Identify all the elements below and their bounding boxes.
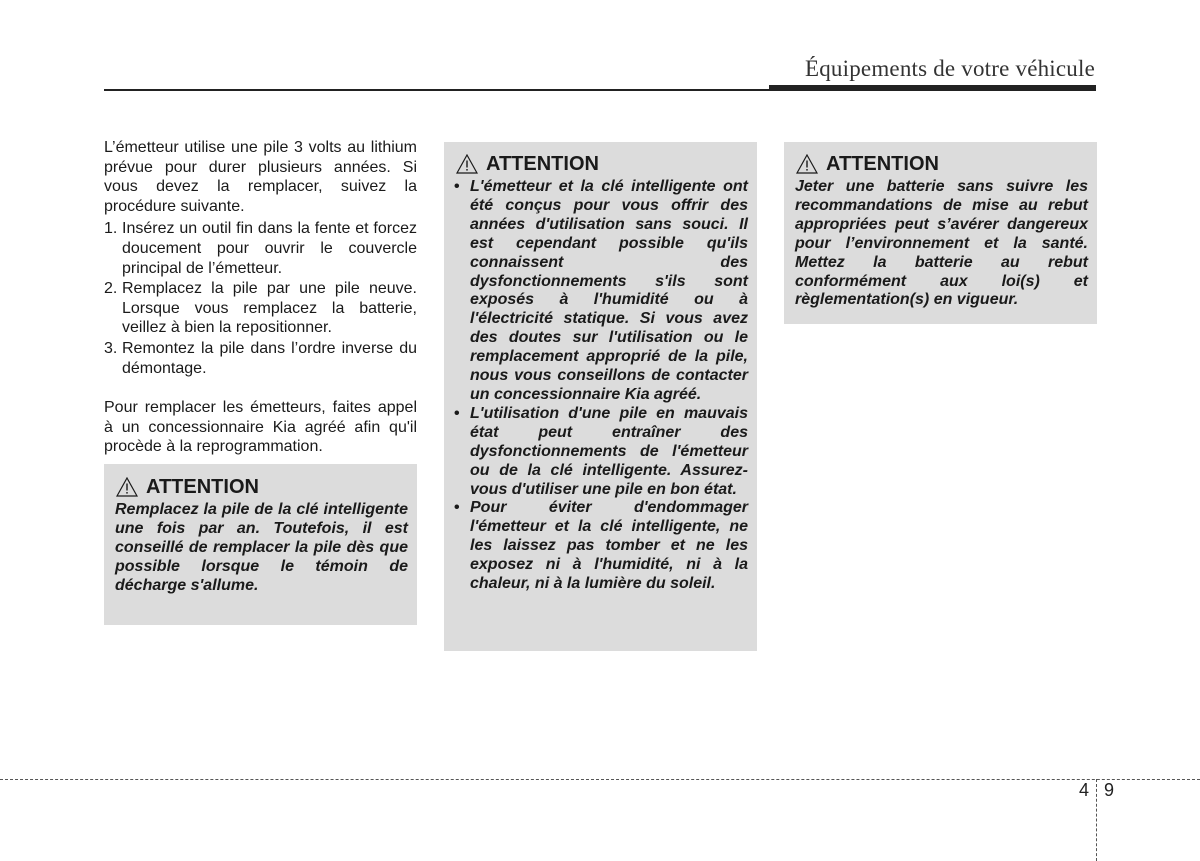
- attention-box-care: [444, 142, 757, 651]
- step-number: 1.: [104, 220, 118, 238]
- footer-dashed-rule: [0, 779, 1200, 780]
- bullet-dot: •: [454, 178, 460, 195]
- warning-triangle-icon: [116, 477, 138, 497]
- bullet-text: L'émetteur et la clé intelligente ont été conçus pour vous offrir des années d'utilisation sans souci. Il est cependant possible qu'ils connaissent des dysfonctionnements s'ils sont exposés à l'humidité ou à l'électricité statique. Si vous avez des doutes sur l'utilisation ou le remplacement approprié de la pile, nous vous conseillons de contacter un concessionnaire Kia agréé.: [470, 178, 748, 403]
- reprogramming-paragraph: Pour remplacer les émetteurs, faites appel à un concessionnaire Kia agréé afin qu'il procède à la reprogrammation.: [104, 399, 417, 456]
- attention-heading: [114, 475, 408, 499]
- column-instructions: [104, 138, 417, 457]
- attention-bullet-item: [454, 178, 748, 405]
- step-item: [104, 339, 417, 378]
- bullet-text: Pour éviter d'endommager l'émetteur et la clé intelligente, ne les laissez pas tomber et ne les exposez ni à l'humidité, ni à la chaleur, ni à la lumière du soleil.: [470, 499, 748, 593]
- warning-triangle-icon: [456, 154, 478, 174]
- attention-box-yearly-replacement: [104, 464, 417, 625]
- step-number: 3.: [104, 339, 118, 357]
- page-number: 9: [1104, 780, 1115, 800]
- attention-bullet-list: [454, 178, 748, 594]
- step-item: [104, 279, 417, 338]
- bullet-dot: •: [454, 499, 460, 517]
- bullet-text: L'utilisation d'une pile en mauvais état peut entraîner des dysfonctionnements de l'émetteur ou de la clé intelligente. Assurez-vous d'utiliser une pile en bon état.: [470, 404, 748, 498]
- battery-steps-list: [104, 219, 417, 378]
- page-header-title: Équipements de votre véhicule: [804, 56, 1095, 81]
- step-text: Insérez un outil fin dans la fente et forcez doucement pour ouvrir le couvercle principal de l’émetteur.: [122, 220, 417, 277]
- attention-heading: [794, 152, 1088, 176]
- attention-text: Remplacez la pile de la clé intelligente une fois par an. Toutefois, il est conseillé de remplacer la pile dès que possible lorsque le témoin de décharge s'allume.: [115, 501, 408, 594]
- step-text: Remontez la pile dans l’ordre inverse du démontage.: [122, 339, 417, 377]
- attention-bullet-item: [454, 405, 748, 500]
- footer-page-divider: [1096, 779, 1097, 861]
- attention-heading-text: ATTENTION: [146, 476, 259, 498]
- attention-text: Jeter une batterie sans suivre les recommandations de mise au rebut appropriées peut s’avérer dangereux pour l’environnement et la santé. Mettez la batterie au rebut conformément aux loi(s) et règlementation(s) en vigueur.: [795, 178, 1088, 309]
- step-text: Remplacez la pile par une pile neuve. Lorsque vous remplacez la batterie, veillez à bien la repositionner.: [122, 280, 417, 337]
- attention-heading: [454, 152, 748, 176]
- header-rule-accent: [769, 85, 1096, 91]
- bullet-dot: •: [454, 404, 460, 422]
- step-item: [104, 219, 417, 278]
- attention-heading-text: ATTENTION: [486, 153, 599, 175]
- chapter-number: 4: [1079, 780, 1090, 800]
- attention-box-disposal: [784, 142, 1097, 324]
- header-rule: [104, 89, 769, 91]
- intro-paragraph: L’émetteur utilise une pile 3 volts au lithium prévue pour durer plusieurs années. Si vous devez la remplacer, suivez la procédure suivante.: [104, 139, 417, 215]
- attention-bullet-item: [454, 499, 748, 594]
- attention-heading-text: ATTENTION: [826, 153, 939, 175]
- warning-triangle-icon: [796, 154, 818, 174]
- step-number: 2.: [104, 280, 118, 298]
